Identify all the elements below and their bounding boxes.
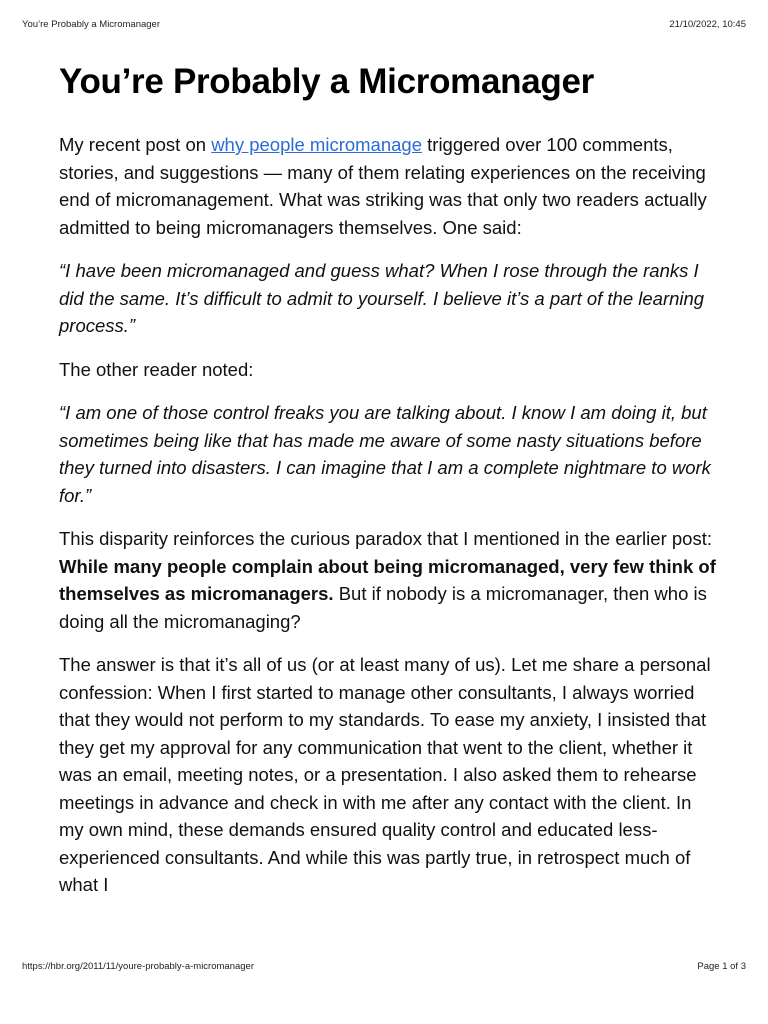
- article-paragraph-other-reader: The other reader noted:: [59, 358, 254, 380]
- intro-text-before-link: My recent post on: [59, 134, 212, 155]
- article-paragraph-confession: The answer is that it’s all of us (or at least many of us). Let me share a personal confession: When I first started to manage other consultants, I always worried that they would not perform to my standards. To ease my anxiety, I insisted that they get my approval for any communication that went to the client, whether it was an email, meeting notes, or a presentation. I also asked them to rehearse meetings in advance and check in with me after any contact with the client. In my own mind, these demands ensured quality control and educated less-experienced consultants. And while this was partly true, in retrospect much of what I: [59, 654, 711, 895]
- print-footer: [22, 961, 746, 975]
- article-paragraph-paradox: [59, 525, 719, 635]
- paradox-text-after-bold: But if nobody is a micromanager, then who is doing all the micromanaging?: [59, 583, 707, 632]
- paradox-text-before-bold: This disparity reinforces the curious paradox that I mentioned in the earlier post:: [59, 528, 712, 549]
- article-title: You’re Probably a Micromanager: [59, 62, 594, 101]
- why-people-micromanage-link[interactable]: why people micromanage: [211, 134, 422, 155]
- intro-text-after-link: triggered over 100 comments, stories, and suggestions — many of them relating experiences on the receiving end of micromanagement. What was striking was that only two readers actually admitted to being micromanagers themselves. One said:: [59, 134, 707, 238]
- article-paragraph-intro: [59, 131, 719, 241]
- reader-quote-1: “I have been micromanaged and guess what? When I rose through the ranks I did the same. It’s difficult to admit to yourself. I believe it’s a part of the learning process.”: [59, 260, 705, 336]
- reader-quote-2: “I am one of those control freaks you are talking about. I know I am doing it, but sometimes being like that has made me aware of some nasty situations before they turned into disasters. I can imagine that I am a complete nightmare to work for.”: [59, 402, 711, 506]
- article: [59, 55, 719, 915]
- paradox-bold-statement: While many people complain about being micromanaged, very few think of themselves as micromanagers.: [59, 555, 716, 604]
- print-header-datetime: 21/10/2022, 10:45: [669, 19, 746, 30]
- print-footer-url: https://hbr.org/2011/11/youre-probably-a-micromanager: [22, 961, 254, 972]
- print-header-title: You’re Probably a Micromanager: [22, 19, 161, 30]
- print-footer-page-indicator: Page 1 of 3: [697, 961, 746, 972]
- print-header: [22, 19, 746, 33]
